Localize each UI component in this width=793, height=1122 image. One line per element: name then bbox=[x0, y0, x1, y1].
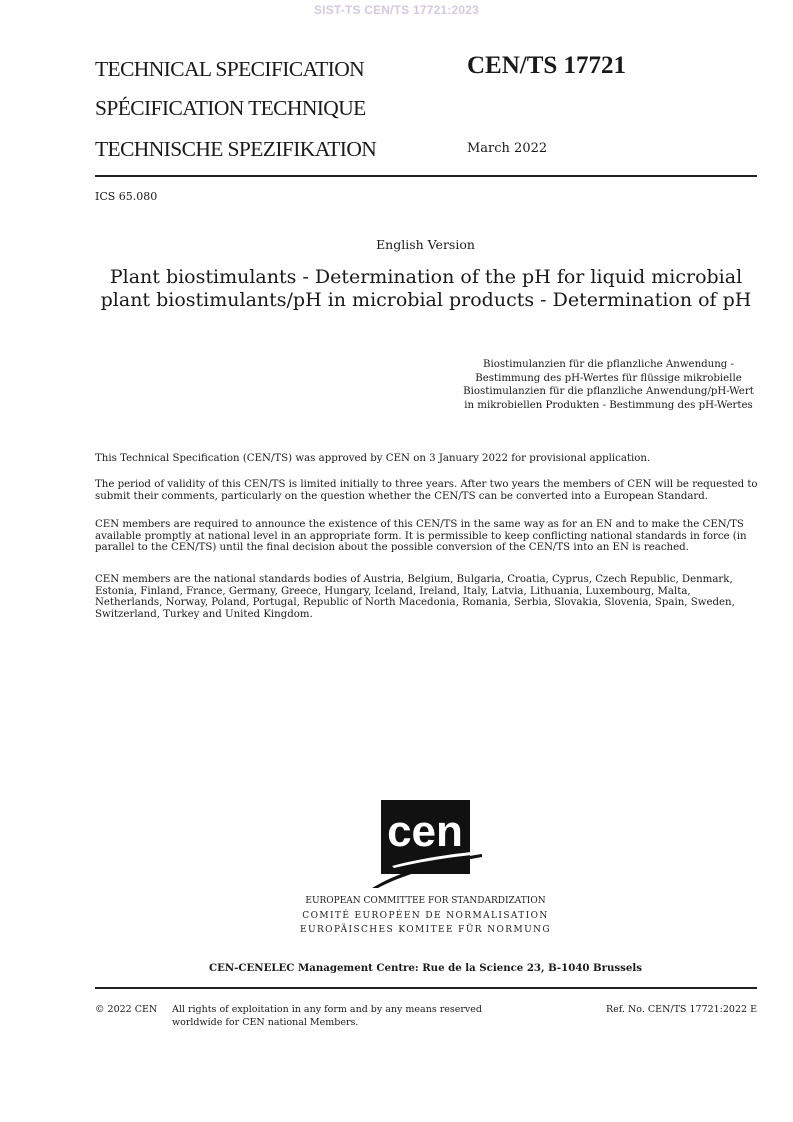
paragraph-obligations: CEN members are required to announce the existence of this CEN/TS in the same way as for an EN and to make the CEN/TS available promptly at national level in an appropriate form. It is permissible to keep conflicting national standards in force (in parallel to the CEN/TS) until the final decision about the possible conversion of the CEN/TS into an EN is reached. bbox=[95, 519, 747, 554]
language-version: English Version bbox=[376, 237, 475, 252]
cen-logo-text: cen bbox=[387, 807, 463, 856]
copyright: © 2022 CEN bbox=[95, 1004, 158, 1015]
header-divider bbox=[95, 175, 757, 177]
german-title: Biostimulanzien für die pflanzliche Anwendung - Bestimmung des pH-Wertes für flüssige mikrobielle Biostimulanzien für die pflanzliche Anwendung/pH-Wert in mikrobiellen Produkten - Bestimmung des pH-Wertes bbox=[463, 359, 754, 411]
rights-line-2: worldwide for CEN national Members. bbox=[172, 1016, 359, 1028]
rights-line-1: All rights of exploitation in any form and by any means reserved bbox=[172, 1004, 483, 1015]
cen-logo bbox=[372, 800, 482, 890]
paragraph-members: CEN members are the national standards bodies of Austria, Belgium, Bulgaria, Croatia, Cyprus, Czech Republic, Denmark, Estonia, Finland, France, Germany, Greece, Hungary, Iceland, Ireland, Italy, Latvia, Lithuania, Luxembourg, Malta, Netherlands, Norway, Poland, Portugal, Republic of North Macedonia, Romania, Serbia, Slovakia, Slovenia, Spain, Sweden, Switzerland, Turkey and United Kingdom. bbox=[95, 574, 735, 620]
watermark: SIST-TS CEN/TS 17721:2023 bbox=[313, 3, 480, 17]
organization-de: EUROPÄISCHES KOMITEE FÜR NORMUNG bbox=[300, 925, 551, 935]
footer-divider bbox=[95, 987, 757, 989]
paragraph-approval: This Technical Specification (CEN/TS) was approved by CEN on 3 January 2022 for provisional application. bbox=[95, 453, 651, 464]
spec-title-fr: SPÉCIFICATION TECHNIQUE bbox=[95, 96, 366, 120]
ics-code: ICS 65.080 bbox=[95, 190, 158, 203]
rights-statement bbox=[172, 1004, 482, 1029]
paragraph-validity: The period of validity of this CEN/TS is limited initially to three years. After two years the members of CEN will be requested to submit their comments, particularly on the question whether the CEN/TS can be converted into a European Standard. bbox=[95, 479, 758, 502]
spec-title-en: TECHNICAL SPECIFICATION bbox=[95, 57, 365, 81]
document-number: CEN/TS 17721 bbox=[467, 52, 627, 79]
reference-number: Ref. No. CEN/TS 17721:2022 E bbox=[605, 1004, 757, 1015]
document-title: Plant biostimulants - Determination of the pH for liquid microbial plant biostimulants/pH in microbial products - Determination of pH bbox=[100, 266, 752, 311]
publication-date: March 2022 bbox=[467, 141, 548, 156]
management-centre: CEN-CENELEC Management Centre: Rue de la Science 23, B-1040 Brussels bbox=[209, 962, 642, 974]
organization-fr: COMITÉ EUROPÉEN DE NORMALISATION bbox=[302, 911, 549, 921]
spec-title-de: TECHNISCHE SPEZIFIKATION bbox=[95, 137, 377, 161]
organization-en: EUROPEAN COMMITTEE FOR STANDARDIZATION bbox=[305, 896, 546, 906]
